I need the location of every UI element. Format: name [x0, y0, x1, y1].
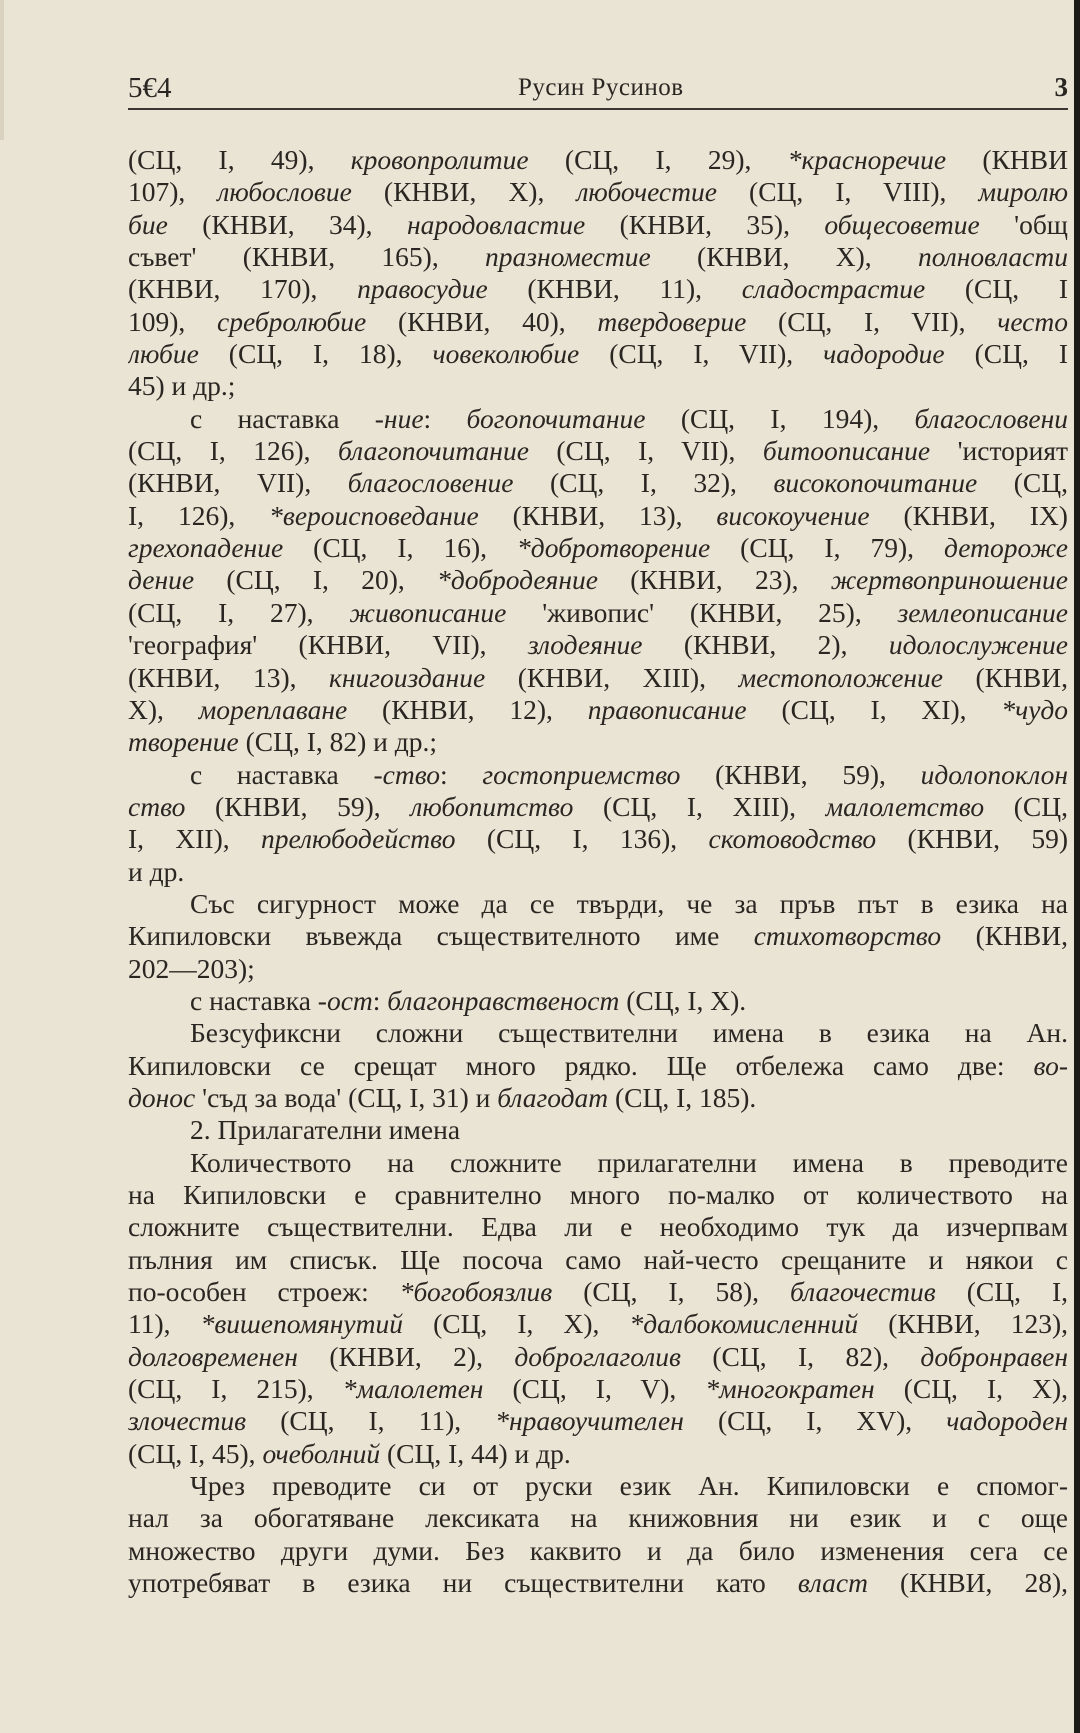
italic-term: мореплаване — [198, 693, 348, 725]
italic-term: книгоиздание — [329, 661, 486, 693]
text-segment: (КНВИ, 28), — [867, 1567, 1068, 1599]
italic-term: човеколюбие — [432, 338, 580, 370]
text-segment: (КНВИ, 2), — [642, 629, 889, 661]
text-segment: (СЦ, I — [944, 338, 1068, 370]
text-segment: (СЦ, I, XI), — [746, 693, 1002, 725]
italic-term: местоположение — [738, 661, 944, 693]
text-segment: (СЦ, I, 126), — [128, 435, 338, 467]
text-segment: 'география' (КНВИ, VII), — [128, 629, 528, 661]
text-line — [128, 1502, 1068, 1534]
text-segment: 202—203); — [128, 952, 255, 984]
text-segment: (КНВИ, IX) — [869, 499, 1068, 531]
italic-term: *богобоязлив — [399, 1276, 553, 1308]
italic-term: идолослужение — [888, 629, 1068, 661]
text-segment: пълния им списък. Ще посоча само най-често срещаните и някои с — [128, 1243, 1068, 1275]
text-segment: (СЦ, I, 136), — [455, 823, 709, 855]
text-segment: (СЦ, I, 79), — [710, 532, 945, 564]
italic-term: бие — [128, 208, 168, 240]
italic-term: добронравен — [920, 1340, 1068, 1372]
italic-term: ство — [128, 790, 186, 822]
text-segment: (СЦ, I, 11), — [246, 1405, 496, 1437]
italic-term: полновласти — [917, 241, 1068, 273]
text-line — [128, 1017, 1068, 1049]
text-segment: (СЦ, I, VII), — [579, 338, 824, 370]
text-line — [128, 985, 1068, 1017]
italic-term: любословие — [217, 176, 352, 208]
text-segment: (СЦ, I, V), — [483, 1373, 706, 1405]
text-segment: (СЦ, I, VIII), — [716, 176, 979, 208]
italic-term: доброглаголив — [514, 1340, 681, 1372]
text-line — [128, 209, 1068, 241]
text-line — [128, 1470, 1068, 1502]
text-line — [128, 662, 1068, 694]
text-segment: (КНВИ, 59) — [876, 823, 1068, 855]
italic-term: *добротворение — [517, 532, 711, 564]
text-segment: Безсуфиксни сложни съществителни имена в езика на Ан. — [190, 1017, 1068, 1049]
text-line — [128, 1405, 1068, 1437]
text-segment: 'съд за вода' (СЦ, I, 31) и — [195, 1081, 498, 1113]
text-segment: I, 126), — [128, 499, 270, 531]
text-segment: I, XII), — [128, 823, 261, 855]
text-segment: 109), — [128, 305, 218, 337]
text-segment: (КНВИ, 35), — [585, 208, 825, 240]
text-line — [128, 241, 1068, 273]
text-line — [128, 176, 1068, 208]
text-segment: 'общ — [979, 208, 1068, 240]
text-line — [128, 759, 1068, 791]
text-segment: Чрез преводите си от руски език Ан. Кипиловски е спомог- — [190, 1470, 1068, 1502]
text-segment: (КНВИ, X), — [650, 241, 918, 273]
text-segment: Кипиловски въвежда съществителното име — [128, 920, 754, 952]
italic-term: благодат — [497, 1081, 609, 1113]
text-line — [128, 920, 1068, 952]
text-line — [128, 403, 1068, 435]
text-line — [128, 1308, 1068, 1340]
text-segment: (КНВИ, VII), — [128, 467, 348, 499]
italic-term: богопочитание — [466, 402, 646, 434]
text-line — [128, 306, 1068, 338]
text-line — [128, 500, 1068, 532]
scan-binding-edge — [1074, 0, 1080, 1733]
italic-term: *чудо — [1001, 693, 1068, 725]
text-segment: (СЦ, I, 82), — [680, 1340, 921, 1372]
italic-term: живописание — [349, 596, 507, 628]
italic-term: народовластие — [406, 208, 586, 240]
text-segment: с наставка — [190, 402, 375, 434]
text-segment: на Кипиловски е сравнително много по-малко от количеството на — [128, 1179, 1068, 1210]
italic-term: общесоветие — [824, 208, 980, 240]
text-line — [128, 629, 1068, 661]
text-segment: (СЦ, I, 20), — [194, 564, 438, 596]
italic-term: очеболний — [262, 1437, 381, 1469]
text-line — [128, 1211, 1068, 1243]
text-segment: 'историят — [930, 435, 1068, 467]
text-line — [128, 953, 1068, 985]
italic-term: твердоверие — [597, 305, 747, 337]
text-segment: (КНВИ, 13), — [478, 499, 717, 531]
text-line — [128, 726, 1068, 758]
text-line — [128, 1373, 1068, 1405]
italic-term: долговременен — [128, 1340, 298, 1372]
text-line — [128, 856, 1068, 888]
text-segment: (СЦ, — [977, 467, 1068, 499]
text-segment: (СЦ, I, 45), — [128, 1437, 263, 1469]
text-segment: (КНВИ, 59), — [185, 790, 411, 822]
text-line — [128, 1244, 1068, 1276]
text-segment: (КНВИ, 59), — [680, 758, 921, 790]
text-line — [128, 1179, 1068, 1211]
italic-term: *далбокомисленний — [629, 1308, 859, 1340]
text-segment: с наставка — [190, 758, 374, 790]
italic-term: благословение — [347, 467, 514, 499]
italic-term: *многократен — [705, 1373, 875, 1405]
italic-term: стихотворство — [753, 920, 942, 952]
text-line — [128, 1050, 1068, 1082]
italic-term: *красноречие — [787, 144, 947, 175]
italic-term: землеописание — [897, 596, 1068, 628]
text-segment: (СЦ, I, 18), — [198, 338, 433, 370]
italic-term: *вероисповедание — [269, 499, 479, 531]
text-segment: (СЦ, I, 185). — [608, 1081, 757, 1113]
italic-term: власт — [797, 1567, 868, 1599]
text-segment: (СЦ, I, X), — [403, 1308, 630, 1340]
text-segment: нал за обогатяване лексиката на книжовния ни език и с още — [128, 1502, 1068, 1534]
text-line — [128, 1082, 1068, 1114]
italic-term: жертвоприношение — [830, 564, 1068, 596]
text-segment: (КНВИ, XIII), — [485, 661, 739, 693]
italic-term: битоописание — [762, 435, 931, 467]
text-segment: (СЦ, I, 82) и др.; — [238, 726, 438, 758]
italic-term: *малолетен — [342, 1373, 484, 1405]
text-segment: (СЦ, I, 32), — [513, 467, 774, 499]
italic-term: творение — [128, 726, 239, 758]
text-segment: (СЦ, I, 194), — [645, 402, 915, 434]
text-segment: (КНВИ, 40), — [366, 305, 598, 337]
italic-term: благословени — [914, 402, 1068, 434]
text-segment: (СЦ, I, XV), — [683, 1405, 947, 1437]
text-segment: 45) и др.; — [128, 370, 236, 402]
italic-term: дение — [128, 564, 195, 596]
text-line — [128, 532, 1068, 564]
italic-term: идолопоклон — [920, 758, 1068, 790]
italic-term: сладострастие — [741, 273, 926, 305]
text-segment: 11), — [128, 1308, 201, 1340]
text-segment: (КНВИ, — [941, 920, 1068, 952]
page-number: 5€4 — [128, 72, 172, 104]
italic-term: често — [997, 305, 1068, 337]
text-segment: (КНВИ, 34), — [167, 208, 407, 240]
italic-term: кровопролитие — [350, 144, 529, 175]
text-segment: множество други думи. Без каквито и да било изменения сега се — [128, 1534, 1068, 1566]
italic-term: любочестие — [576, 176, 717, 208]
text-segment: (СЦ, I, 27), — [128, 596, 350, 628]
text-segment: с наставка — [190, 984, 318, 1016]
text-segment: (КНВИ — [946, 144, 1068, 175]
italic-term: гостоприемство — [482, 758, 681, 790]
text-line — [128, 694, 1068, 726]
running-head: Русин Русинов — [518, 74, 684, 101]
italic-term: донос — [128, 1081, 196, 1113]
text-segment: 2. Прилагателни имена — [190, 1114, 461, 1146]
text-segment: (КНВИ, 123), — [858, 1308, 1068, 1340]
text-segment: (КНВИ, X), — [351, 176, 577, 208]
italic-term: во- — [1033, 1049, 1068, 1081]
text-segment: (СЦ, I, 215), — [128, 1373, 343, 1405]
text-line — [128, 791, 1068, 823]
italic-term: -ост — [317, 984, 373, 1016]
italic-term: високопочитание — [773, 467, 978, 499]
body-text — [128, 144, 1068, 1599]
italic-term: *вишепомянутий — [200, 1308, 403, 1340]
text-line — [128, 467, 1068, 499]
italic-term: злодеяние — [527, 629, 643, 661]
text-segment: (СЦ, I, X), — [874, 1373, 1068, 1405]
italic-term: благонравственост — [387, 984, 620, 1016]
page-header — [128, 72, 1068, 106]
text-segment: (СЦ, I, VII), — [528, 435, 763, 467]
text-segment: сложните съществителни. Едва ли е необходимо тук да изчерпвам — [128, 1211, 1068, 1243]
text-line — [128, 597, 1068, 629]
text-segment: (СЦ, I, VII), — [746, 305, 998, 337]
scan-left-mark — [0, 0, 4, 140]
italic-term: -ство — [373, 758, 441, 790]
text-line — [128, 1147, 1068, 1179]
italic-term: прелюбодейство — [260, 823, 456, 855]
italic-term: празноместие — [485, 241, 651, 273]
text-line — [128, 888, 1068, 920]
text-segment: (СЦ, I, 29), — [528, 144, 788, 175]
text-segment: (СЦ, — [984, 790, 1068, 822]
text-segment: (КНВИ, 12), — [347, 693, 588, 725]
text-segment: по-особен строеж: — [128, 1276, 400, 1308]
italic-term: сребролюбие — [217, 305, 367, 337]
corner-number: 3 — [1054, 72, 1068, 102]
text-line — [128, 564, 1068, 596]
text-segment: (СЦ, I, 49), — [128, 144, 351, 175]
text-segment: Със сигурност може да се твърди, че за пръв път в езика на — [190, 887, 1068, 919]
text-line — [128, 338, 1068, 370]
text-segment: (СЦ, I, — [935, 1276, 1068, 1308]
text-segment: (СЦ, I — [925, 273, 1068, 305]
text-segment: 107), — [128, 176, 218, 208]
text-segment: (КНВИ, — [943, 661, 1068, 693]
italic-term: благочестив — [790, 1276, 936, 1308]
text-line — [128, 1341, 1068, 1373]
text-line — [128, 823, 1068, 855]
italic-term: любие — [128, 338, 199, 370]
text-segment: и др. — [128, 855, 185, 887]
text-segment: (КНВИ, 11), — [487, 273, 742, 305]
text-segment: (КНВИ, 2), — [297, 1340, 515, 1372]
header-rule — [128, 108, 1068, 110]
text-segment: (СЦ, I, X). — [619, 984, 747, 1016]
italic-term: правописание — [587, 693, 747, 725]
italic-term: грехопадение — [128, 532, 284, 564]
text-line — [128, 1535, 1068, 1567]
text-segment: (СЦ, I, 58), — [552, 1276, 791, 1308]
text-line — [128, 1276, 1068, 1308]
text-line — [128, 273, 1068, 305]
text-line — [128, 435, 1068, 467]
italic-term: любопитство — [410, 790, 574, 822]
text-line — [128, 144, 1068, 176]
italic-term: *добродеяние — [437, 564, 598, 596]
text-segment: X), — [128, 693, 199, 725]
text-line — [128, 370, 1068, 402]
text-segment: (СЦ, I, 44) и др. — [380, 1437, 571, 1469]
italic-term: благопочитание — [338, 435, 529, 467]
text-line — [128, 1438, 1068, 1470]
italic-term: правосудие — [357, 273, 488, 305]
text-segment: 'живопис' (КНВИ, 25), — [506, 596, 898, 628]
italic-term: малолетство — [825, 790, 985, 822]
text-line — [128, 1567, 1068, 1599]
text-segment: (КНВИ, 13), — [128, 661, 330, 693]
text-segment: (СЦ, I, XIII), — [573, 790, 826, 822]
italic-term: скотоводство — [708, 823, 877, 855]
text-segment: (КНВИ, 170), — [128, 273, 358, 305]
italic-term: -ние — [374, 402, 424, 434]
italic-term: чадородие — [823, 338, 945, 370]
text-segment: Количеството на сложните прилагателни имена в преводите — [190, 1146, 1068, 1178]
italic-term: детороже — [944, 532, 1068, 564]
text-segment: Кипиловски се срещат много рядко. Ще отбележа само две: — [128, 1049, 1034, 1081]
text-segment: употребяват в езика ни съществителни като — [128, 1567, 798, 1599]
text-segment: : — [372, 984, 388, 1016]
italic-term: *нравоучителен — [495, 1405, 684, 1437]
text-line — [128, 1114, 1068, 1146]
text-segment: съвет' (КНВИ, 165), — [128, 241, 486, 273]
text-segment: (КНВИ, 23), — [597, 564, 831, 596]
text-segment: (СЦ, I, 16), — [283, 532, 518, 564]
italic-term: злочестив — [128, 1405, 247, 1437]
italic-term: високоучение — [716, 499, 870, 531]
text-segment: : — [440, 758, 483, 790]
text-segment: : — [423, 402, 467, 434]
italic-term: чадороден — [946, 1405, 1068, 1437]
italic-term: миролю — [978, 176, 1068, 208]
